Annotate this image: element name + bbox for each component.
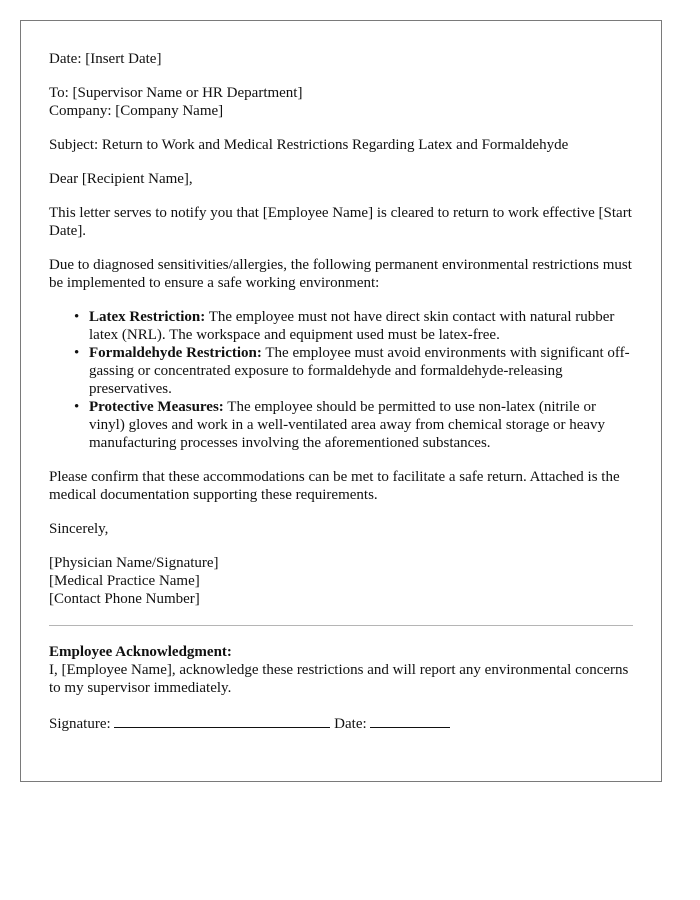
bullet-icon: •	[74, 399, 80, 415]
practice-name: [Medical Practice Name]	[49, 573, 200, 589]
bullet-icon: •	[74, 345, 80, 361]
section-divider	[49, 625, 633, 626]
signature-block	[49, 554, 633, 608]
restriction-text: The employee must avoid environments with significant off-gassing or concentrated exposure to formaldehyde and formaldehyde-releasing preservatives.	[89, 345, 630, 397]
acknowledgment-text: I, [Employee Name], acknowledge these restrictions and will report any environmental concerns to my supervisor immediately.	[49, 662, 629, 696]
list-item	[74, 308, 633, 344]
bullet-icon: •	[74, 309, 80, 325]
intro-paragraph: This letter serves to notify you that [Employee Name] is cleared to return to work effective [Start Date].	[49, 205, 632, 239]
closing-paragraph: Please confirm that these accommodations can be met to facilitate a safe return. Attached is the medical documentation supporting these requirements.	[49, 469, 620, 503]
date-line: Date: [Insert Date]	[49, 51, 162, 67]
signature-label: Signature:	[49, 716, 111, 732]
sign-off: Sincerely,	[49, 521, 109, 537]
list-item	[74, 398, 633, 452]
restrictions-list	[49, 308, 633, 452]
restrictions-intro: Due to diagnosed sensitivities/allergies, the following permanent environmental restrictions must be implemented to ensure a safe working environment:	[49, 257, 632, 291]
restriction-label: Formaldehyde Restriction:	[89, 345, 262, 361]
letter-page	[20, 20, 662, 782]
to-line: To: [Supervisor Name or HR Department]	[49, 85, 303, 101]
signature-row	[49, 713, 633, 733]
salutation: Dear [Recipient Name],	[49, 171, 193, 187]
date-label: Date:	[334, 716, 367, 732]
list-item	[74, 344, 633, 398]
acknowledgment-title: Employee Acknowledgment:	[49, 644, 232, 660]
restriction-text: The employee must not have direct skin contact with natural rubber latex (NRL). The workspace and equipment used must be latex-free.	[89, 309, 615, 343]
recipient-block	[49, 84, 633, 120]
acknowledgment-block	[49, 643, 633, 697]
contact-phone: [Contact Phone Number]	[49, 591, 200, 607]
subject-line: Subject: Return to Work and Medical Restrictions Regarding Latex and Formaldehyde	[49, 137, 569, 153]
date-line-blank	[370, 713, 450, 728]
restriction-label: Latex Restriction:	[89, 309, 206, 325]
signature-line	[114, 713, 330, 728]
restriction-text: The employee should be permitted to use non-latex (nitrile or vinyl) gloves and work in a well-ventilated area away from chemical storage or heavy manufacturing processes involving the aforementioned substances.	[89, 399, 606, 451]
company-line: Company: [Company Name]	[49, 103, 224, 119]
physician-name: [Physician Name/Signature]	[49, 555, 219, 571]
restriction-label: Protective Measures:	[89, 399, 224, 415]
